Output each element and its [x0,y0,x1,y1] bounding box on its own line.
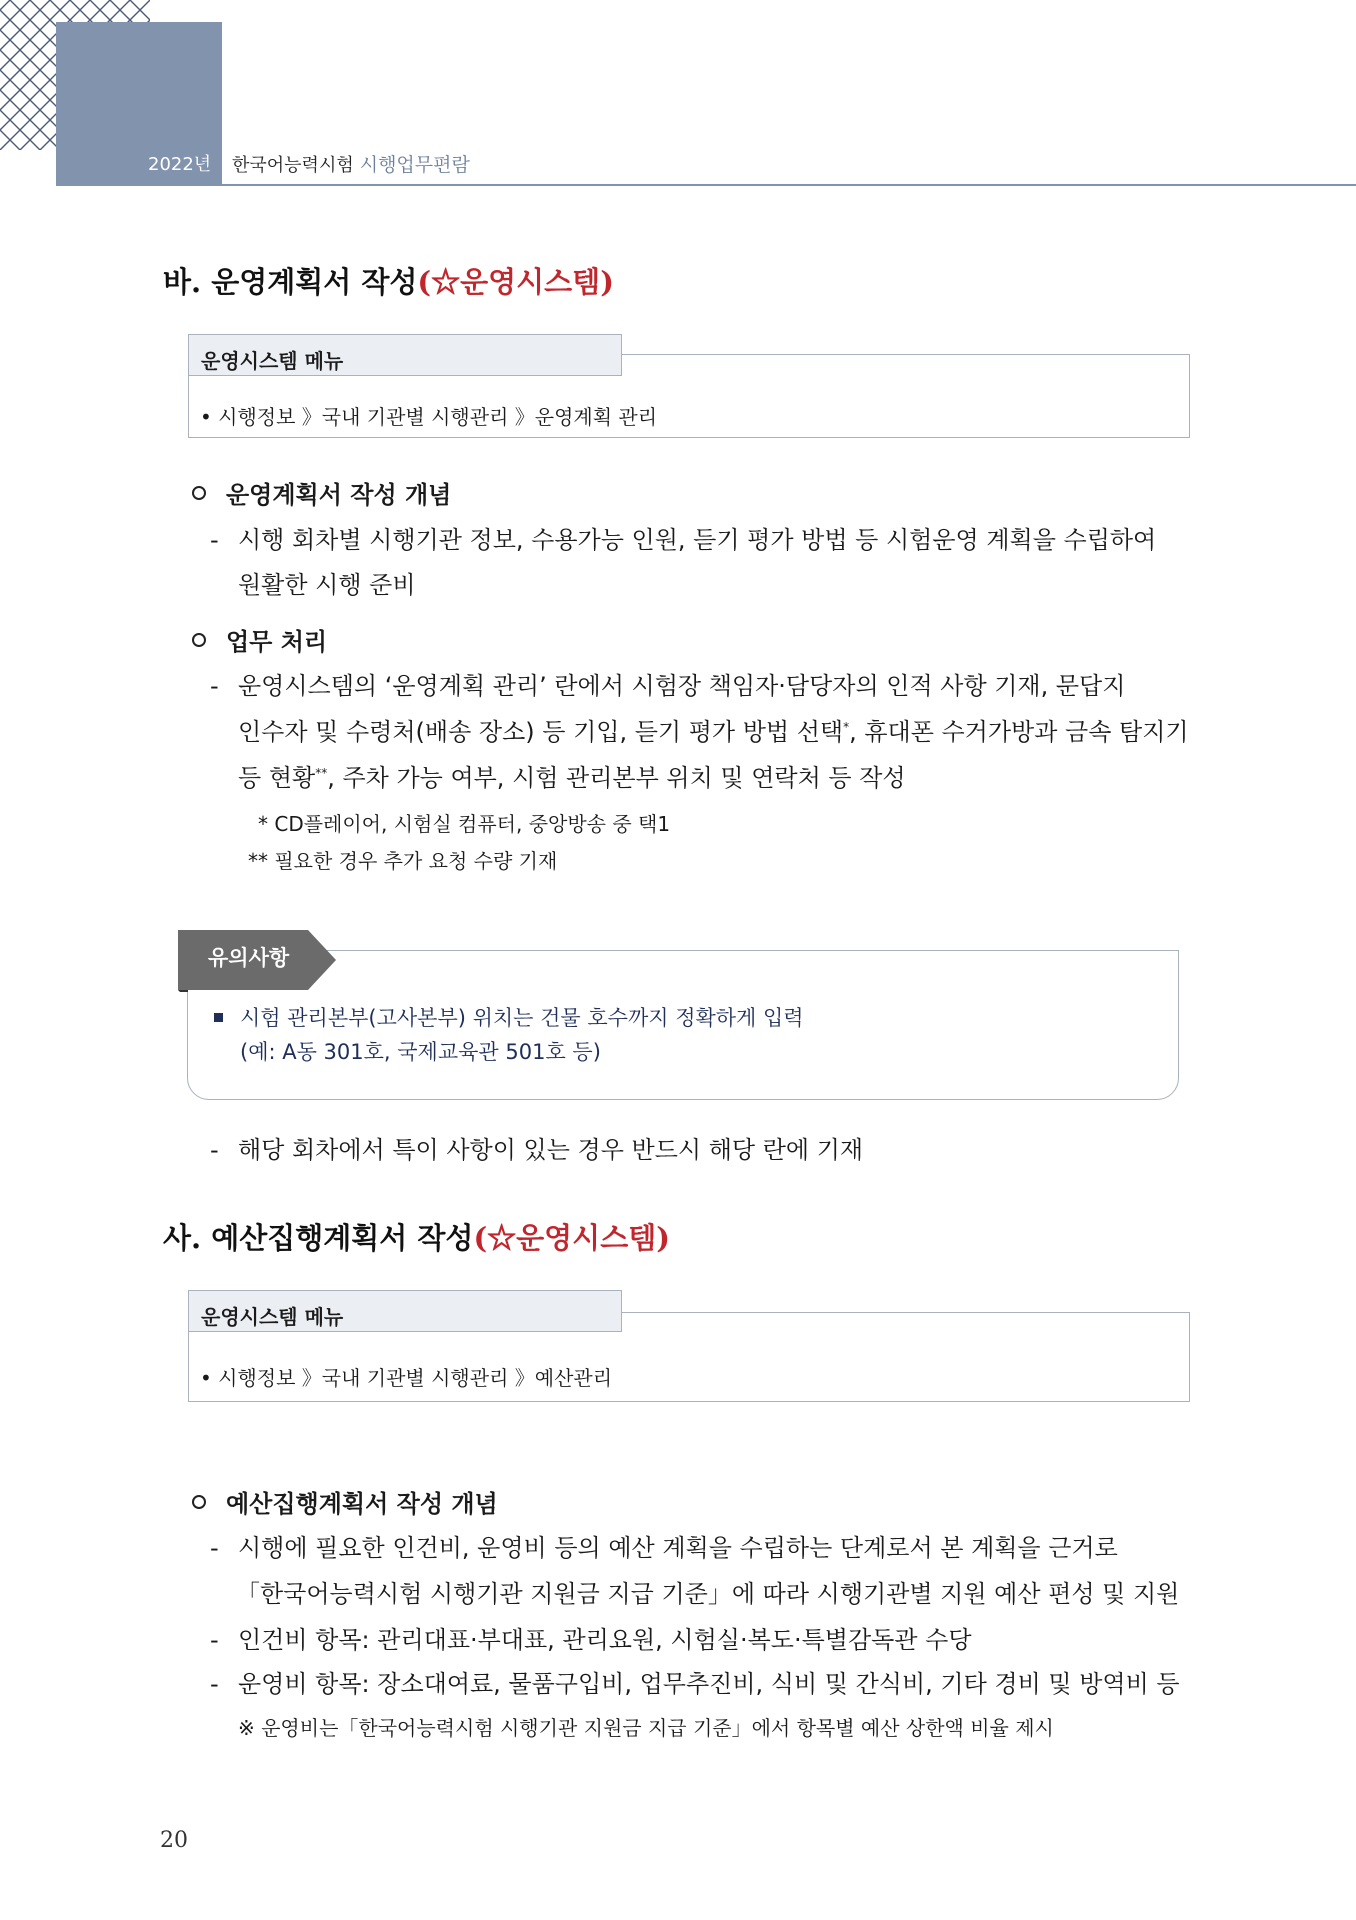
section-ba-concept-line2: 원활한 시행 준비 [238,571,416,599]
section-ba-process-line1: - 운영시스템의 ‘운영계획 관리’ 란에서 시험장 책임자·담당자의 인적 사항 기재, 문답지 [210,672,1126,700]
sa-line4-text: 운영비 항목: 장소대여료, 물품구입비, 업무추진비, 식비 및 간식비, 기타 경비 및 방역비 등 [238,1670,1180,1698]
section-sa-menu-path: • 시행정보 》국내 기관별 시행관리 》예산관리 [200,1366,613,1390]
caution-line2: (예: A동 301호, 국제교육관 501호 등) [240,1040,601,1064]
process-line3-part2: , 주차 가능 여부, 시험 관리본부 위치 및 연락처 등 작성 [327,764,906,792]
header-title-main: 한국어능력시험 [232,155,354,176]
section-sa-concept-heading [192,1484,498,1519]
footnote-marker-2: ** [315,766,328,780]
sa-line3-text: 인건비 항목: 관리대표·부대표, 관리요원, 시험실·복도·특별감독관 수당 [238,1626,972,1654]
process-heading-text: 업무 처리 [226,628,328,656]
section-ba-title-system: (☆운영시스템) [417,265,614,299]
circle-bullet-icon [192,1495,206,1509]
section-ba-title-text: 바. 운영계획서 작성 [163,265,418,299]
process-line2-part1: 인수자 및 수령처(배송 장소) 등 기입, 듣기 평가 방법 선택 [238,718,844,746]
section-sa-title [163,1216,670,1257]
circle-bullet-icon [192,633,206,647]
caution-label: 유의사항 [208,946,290,970]
section-ba-menu-label: 운영시스템 메뉴 [188,334,622,376]
section-sa-menu-label: 운영시스템 메뉴 [188,1290,622,1332]
section-ba-concept-line1: - 시행 회차별 시행기관 정보, 수용가능 인원, 듣기 평가 방법 등 시험운영 계획을 수립하여 [210,526,1157,554]
concept-heading-text: 운영계획서 작성 개념 [226,481,452,509]
section-sa-note: ※ 운영비는「한국어능력시험 시행기관 지원금 지급 기준」에서 항목별 예산 상한액 비율 제시 [238,1716,1054,1740]
section-sa-line1: - 시행에 필요한 인건비, 운영비 등의 예산 계획을 수립하는 단계로서 본 계획을 근거로 [210,1534,1118,1562]
section-sa-line3: - 인건비 항목: 관리대표·부대표, 관리요원, 시험실·복도·특별감독관 수당 [210,1626,972,1654]
section-ba-after-caution: - 해당 회차에서 특이 사항이 있는 경우 반드시 해당 란에 기재 [210,1136,864,1164]
concept-line1-text: 시행 회차별 시행기관 정보, 수용가능 인원, 듣기 평가 방법 등 시험운영 계획을 수립하여 [238,526,1157,554]
section-ba-title [163,260,614,301]
circle-bullet-icon [192,486,206,500]
header-subtitle: 시행업무편람 [359,154,470,176]
footnote-2: ** 필요한 경우 추가 요청 수량 기재 [248,849,558,873]
after-caution-text: 해당 회차에서 특이 사항이 있는 경우 반드시 해당 란에 기재 [238,1136,864,1164]
sa-line1-text: 시행에 필요한 인건비, 운영비 등의 예산 계획을 수립하는 단계로서 본 계획을 근거로 [238,1534,1118,1562]
header-title [232,150,470,177]
section-sa-line2: 「한국어능력시험 시행기관 지원금 지급 기준」에 따라 시행기관별 지원 예산 편성 및 지원 [236,1580,1180,1608]
section-ba-menu-path: • 시행정보 》국내 기관별 시행관리 》운영계획 관리 [200,405,658,429]
section-sa-line4: - 운영비 항목: 장소대여료, 물품구입비, 업무추진비, 식비 및 간식비, 기타 경비 및 방역비 등 [210,1670,1180,1698]
process-line3-part1: 등 현황 [238,764,316,792]
sa-concept-heading-text: 예산집행계획서 작성 개념 [226,1490,498,1518]
page-number: 20 [160,1828,188,1853]
section-ba-process-line2 [238,712,1189,747]
section-ba-process-heading [192,622,327,657]
section-sa-title-text: 사. 예산집행계획서 작성 [163,1221,474,1255]
caution-line1: 시험 관리본부(고사본부) 위치는 건물 호수까지 정확하게 입력 [240,1006,804,1030]
section-sa-title-system: (☆운영시스템) [473,1221,670,1255]
square-bullet-icon [214,1013,223,1022]
section-ba-process-line3 [238,758,906,793]
process-line1-text: 운영시스템의 ‘운영계획 관리’ 란에서 시험장 책임자·담당자의 인적 사항 기재, 문답지 [238,672,1126,700]
header-year: 2022년 [148,154,212,175]
section-ba-concept-heading [192,475,451,510]
footnote-marker-1: * [843,720,850,734]
process-line2-part2: , 휴대폰 수거가방과 금속 탐지기 [849,718,1189,746]
header-rule [56,184,1356,186]
footnote-1: * CD플레이어, 시험실 컴퓨터, 중앙방송 중 택1 [258,812,671,836]
